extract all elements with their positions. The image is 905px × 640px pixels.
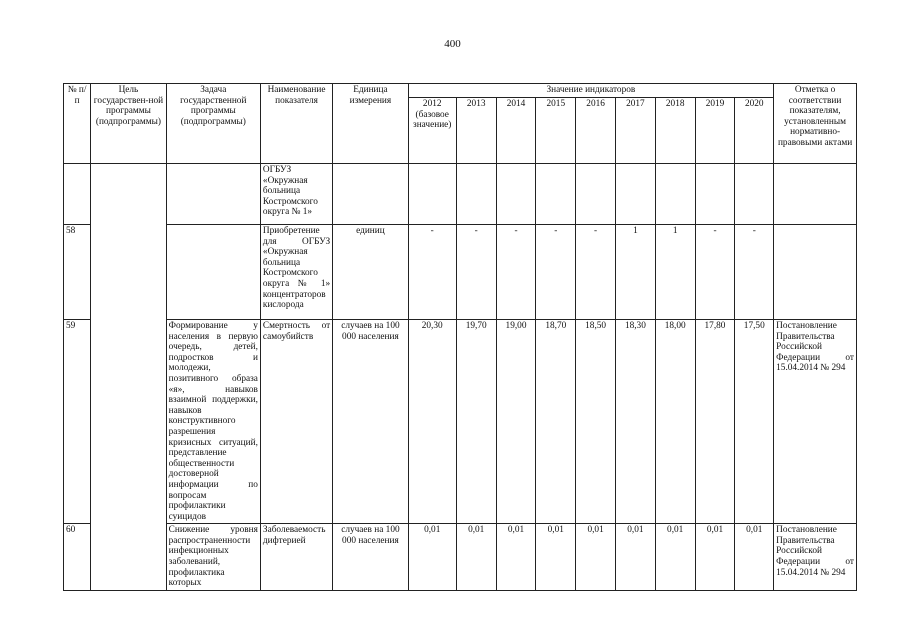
row-num: 58	[64, 225, 91, 320]
row-value: 17,80	[695, 320, 735, 524]
row-value	[408, 164, 456, 225]
row-note: Постановление Правительства Российской Федерации от 15.04.2014 № 294	[774, 524, 857, 591]
row-num: 60	[64, 524, 91, 591]
header-year: 2015	[536, 98, 576, 164]
row-value: 0,01	[576, 524, 616, 591]
header-year: 2018	[655, 98, 695, 164]
table-row	[64, 320, 857, 524]
row-unit: единиц	[333, 225, 408, 320]
header-year: 2014	[496, 98, 536, 164]
header-row-1	[64, 84, 857, 98]
row-num	[64, 164, 91, 225]
indicators-table	[63, 83, 857, 591]
header-year: 2012 (базовое значение)	[408, 98, 456, 164]
row-num: 59	[64, 320, 91, 524]
row-value: -	[695, 225, 735, 320]
row-value	[655, 164, 695, 225]
row-note	[774, 225, 857, 320]
row-value: 0,01	[408, 524, 456, 591]
header-goal: Цель государствен-ной программы (подпрограммы)	[91, 84, 166, 164]
table-row	[64, 524, 857, 591]
row-task	[166, 164, 260, 225]
row-value: 0,01	[456, 524, 496, 591]
table-row	[64, 164, 857, 225]
row-value: -	[408, 225, 456, 320]
row-unit: случаев на 100 000 населения	[333, 524, 408, 591]
row-value: -	[536, 225, 576, 320]
row-value: 1	[655, 225, 695, 320]
row-value: 18,70	[536, 320, 576, 524]
header-unit: Единица измерения	[333, 84, 408, 164]
row-indicator: Приобретение для ОГБУЗ «Окружная больница Костромского округа № 1» концентраторов кислорода	[260, 225, 332, 320]
header-indicator: Наименование показателя	[260, 84, 332, 164]
row-value: -	[456, 225, 496, 320]
row-task: Снижение уровня распространенности инфекционных заболеваний, профилактика которых	[166, 524, 260, 591]
header-year: 2020	[735, 98, 774, 164]
header-task: Задача государственной программы (подпрограммы)	[166, 84, 260, 164]
row-value: 19,70	[456, 320, 496, 524]
header-year: 2013	[456, 98, 496, 164]
row-indicator: ОГБУЗ «Окружная больница Костромского округа № 1»	[260, 164, 332, 225]
row-indicator: Смертность от самоубийств	[260, 320, 332, 524]
row-value: 17,50	[735, 320, 774, 524]
header-values-group: Значение индикаторов	[408, 84, 774, 98]
row-value: 0,01	[536, 524, 576, 591]
row-value: 0,01	[695, 524, 735, 591]
header-year: 2017	[616, 98, 656, 164]
row-value: 18,30	[616, 320, 656, 524]
header-year: 2016	[576, 98, 616, 164]
row-value: -	[735, 225, 774, 320]
row-task	[166, 225, 260, 320]
row-value	[695, 164, 735, 225]
row-value: -	[576, 225, 616, 320]
row-value	[616, 164, 656, 225]
header-year: 2019	[695, 98, 735, 164]
row-value: -	[496, 225, 536, 320]
header-num: № п/п	[64, 84, 91, 164]
row-value: 0,01	[616, 524, 656, 591]
page-number: 400	[444, 38, 461, 50]
row-value	[456, 164, 496, 225]
row-note	[774, 164, 857, 225]
row-unit: случаев на 100 000 населения	[333, 320, 408, 524]
row-value: 18,00	[655, 320, 695, 524]
row-value	[496, 164, 536, 225]
header-note: Отметка о соответствии показателям, установленным нормативно-правовыми актами	[774, 84, 857, 164]
row-value	[576, 164, 616, 225]
row-value	[536, 164, 576, 225]
row-unit	[333, 164, 408, 225]
goal-cell	[91, 164, 166, 591]
row-value: 20,30	[408, 320, 456, 524]
row-value: 0,01	[735, 524, 774, 591]
row-value	[735, 164, 774, 225]
row-note: Постановление Правительства Российской Федерации от 15.04.2014 № 294	[774, 320, 857, 524]
row-value: 18,50	[576, 320, 616, 524]
row-value: 0,01	[655, 524, 695, 591]
row-task: Формирование у населения в первую очередь, детей, подростков и молодежи, позитивного образа «я», навыков взаимной поддержки, навыков конструктивного разрешения кризисных ситуаций, представление общественности достоверной информации по вопросам профилактики суицидов	[166, 320, 260, 524]
row-value: 1	[616, 225, 656, 320]
table-row	[64, 225, 857, 320]
row-value: 19,00	[496, 320, 536, 524]
row-value: 0,01	[496, 524, 536, 591]
row-indicator: Заболеваемость дифтерией	[260, 524, 332, 591]
